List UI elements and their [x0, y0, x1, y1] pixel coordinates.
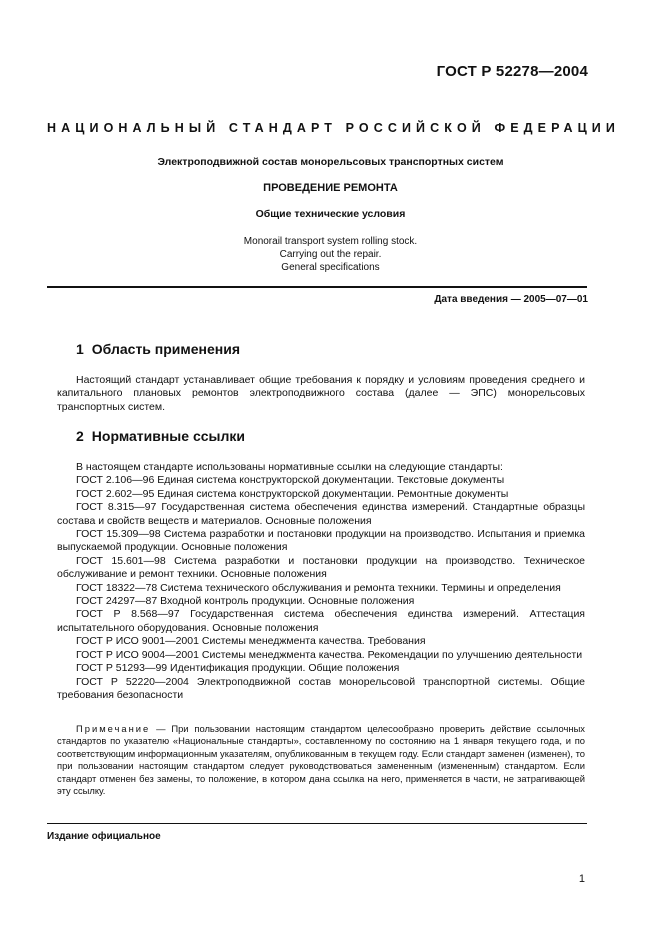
- page-number: 1: [578, 873, 585, 885]
- document-subtitle: Общие технические условия: [255, 208, 406, 220]
- reference-item: ГОСТ 15.309—98 Система разработки и постановки продукции на производство. Испытания и приемка выпускаемой продукции. Основные положения: [57, 528, 585, 554]
- references-list: [57, 461, 585, 702]
- reference-item: ГОСТ Р ИСО 9004—2001 Системы менеджмента качества. Рекомендации по улучшению деятельности: [76, 648, 583, 661]
- document-subject: Электроподвижной состав монорельсовых транспортных систем: [157, 156, 504, 168]
- reference-item: ГОСТ 2.602—95 Единая система конструкторской документации. Ремонтные документы: [76, 487, 509, 500]
- references-intro: В настоящем стандарте использованы нормативные ссылки на следующие стандарты:: [76, 461, 503, 473]
- reference-item: ГОСТ Р 51293—99 Идентификация продукции. Общие положения: [76, 662, 400, 675]
- scope-paragraph: [57, 374, 585, 414]
- reference-item: ГОСТ 15.601—98 Система разработки и постановки продукции на производство. Техническое обслуживание и ремонт техники. Основные положения: [57, 554, 585, 581]
- reference-item: ГОСТ Р ИСО 9001—2001 Системы менеджмента качества. Требования: [76, 635, 426, 648]
- reference-item: ГОСТ Р 52220—2004 Электроподвижной состав монорельсовой транспортной системы. Общие требования безопасности: [57, 675, 585, 701]
- reference-item: ГОСТ 2.106—96 Единая система конструкторской документации. Текстовые документы: [76, 474, 505, 487]
- document-title: ПРОВЕДЕНИЕ РЕМОНТА: [263, 182, 398, 194]
- section-number: 2: [76, 428, 84, 444]
- english-title-line: General specifications: [281, 262, 380, 273]
- reference-item: ГОСТ 8.315—97 Государственная система обеспечения единства измерений. Стандартные образцы состава и свойств веществ и материалов. Основные положения: [57, 501, 585, 527]
- note-text: — При пользовании настоящим стандартом целесообразно проверить действие ссылочных стандартов по указателю «Национальные стандарты», составленному по состоянию на 1 января текущего года, и по соответствующим информационным указателям, опубликованным в текущем году. Если стандарт заменен (изменен), то при пользовании настоящим стандартом следует руководствоваться замененным (измененным) стандартом. Если стандарт отменен без замены, то положение, в котором дана ссылка на него, применяется в части, не затрагивающей эту ссылку.: [57, 723, 585, 797]
- section-number: 1: [76, 341, 84, 357]
- section-heading-references: [76, 428, 245, 444]
- document-number: ГОСТ Р 52278—2004: [436, 63, 588, 80]
- section-heading-scope: [76, 341, 240, 357]
- section-title: Область применения: [91, 341, 241, 357]
- footer-divider: [47, 823, 587, 824]
- scope-text: Настоящий стандарт устанавливает общие требования к порядку и условиям проведения среднего и капитального плановых ремонтов электроподвижного состава (далее — ЭПС) монорельсовых транспортных систем.: [57, 374, 585, 413]
- introduction-date: Дата введения — 2005—07—01: [434, 294, 588, 305]
- english-title: [0, 235, 661, 274]
- reference-item: ГОСТ 24297—87 Входной контроль продукции. Основные положения: [76, 595, 415, 608]
- reference-item: ГОСТ 18322—78 Система технического обслуживания и ремонта техники. Термины и определения: [76, 581, 561, 594]
- standard-banner: НАЦИОНАЛЬНЫЙ СТАНДАРТ РОССИЙСКОЙ ФЕДЕРАЦИИ: [47, 121, 620, 135]
- section-title: Нормативные ссылки: [91, 428, 245, 444]
- reference-item: ГОСТ Р 8.568—97 Государственная система обеспечения единства измерений. Аттестация испытательного оборудования. Основные положения: [57, 608, 585, 634]
- references-note: [57, 723, 585, 797]
- english-title-line: Monorail transport system rolling stock.: [243, 236, 418, 247]
- edition-label: Издание официальное: [47, 831, 161, 842]
- note-label: Примечание: [76, 723, 151, 734]
- header-divider: [47, 286, 587, 288]
- english-title-line: Carrying out the repair.: [279, 249, 382, 260]
